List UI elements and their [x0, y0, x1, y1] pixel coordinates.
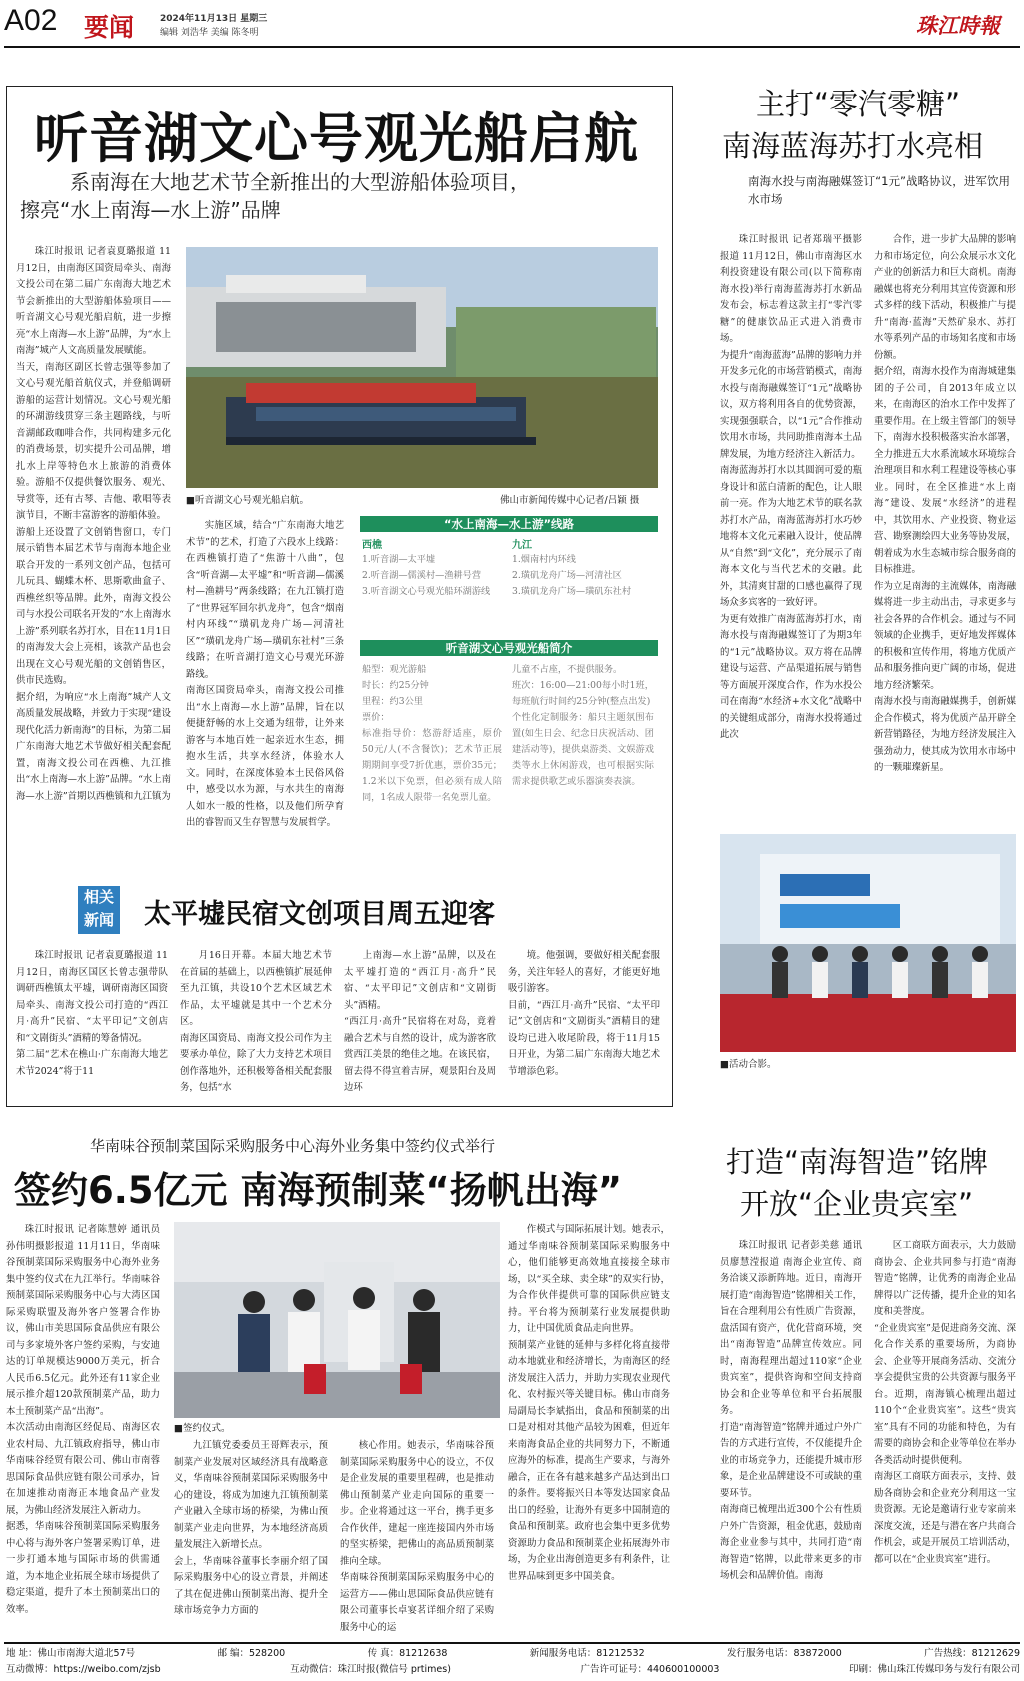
- photo-credit: 佛山市新闻传媒中心记者/吕颖 摄: [500, 495, 640, 506]
- story3-col-3: 核心作用。她表示，华南味谷预制菜国际采购服务中心的设立，不仅是企业发展的重要里程碑，也是推动佛山预制菜产业走向国际的重要一步。企业将通过这一平台，携手更多合作伙伴，建起一座连接国内外市场的坚实桥梁，把佛山的高品质预制菜推向全球。 华南味谷预制菜国际采购服务中心的运营方——佛山思国际食品供应链有限公司董事长卓宴茗详细介绍了采购服务中心的运: [340, 1440, 494, 1633]
- intro-box-title: 听音湖文心号观光船简介: [360, 640, 658, 656]
- related-col-3: 上南海—水上游”品牌，以及在太平墟打造的“西江月·高升”民宿、“太平印记”文创店和“文剧街头”酒精。 “西江月·高升”民宿将在对岛，竟着融合艺术与自然的设计，成为游客欣赏西江美景的绝佳之地。在该民宿，留去得不得宣着吉屏，观景阳台及周边环: [344, 950, 496, 1093]
- footer-line-1: [6, 1646, 1020, 1662]
- footer-delivery-phone: 发行服务电话：83872000: [726, 1648, 842, 1659]
- story1-lead-text: 珠江时报讯 记者袁夏璐报道 11月12日，由南海区国资局牵头、南海文投公司在第二届广东南海大地艺术节会新推出的大型游船体验项目——听音湖文心号观光船启航，进一步擦亮“水上南海—水上游”品牌，为“水上南海”城产人文高质量发展赋能。: [16, 246, 172, 356]
- intro-box: [360, 640, 658, 862]
- footer-news-phone: 新闻服务电话：81212532: [529, 1648, 645, 1659]
- story3-col-1: 珠江时报讯 记者陈慧婷 通讯员孙伟明摄影报道 11月11日，华南味谷预制菜国际采购服务中心海外业务集中签约仪式在九江举行。华南味谷预制菜国际采购服务中心与大湾区国际采购联盟及海外客户签署合作协议，佛山市美思国际食品供应有限公司与多家境外客户签约采购，与安迪达的订单规模达9000万美元，折合人民币6.5亿元。此外还有11家企业展示推介超120款预制菜产品，助力本土预制菜产品“出海”。 本次活动由南海区经促局、南海区农业农村局、九江镇政府指导，佛山市华南味谷经贸有限公司、佛山市南蓉思国际食品供应链有限公司承办，旨在加速推动南海正本地食品产业发展，为佛山经济发展注入新动力。 据悉，华南味谷预制菜国际采购服务中心将与海外客户签署采购订单，进一步打通本地与国际市场的供需通道，为本地企业拓展全球市场提供了稳定渠道，提升了本土预制菜出口的效率。: [6, 1224, 160, 1615]
- footer-line-2: [6, 1662, 1020, 1678]
- section-name: 要闻: [84, 13, 135, 42]
- story3-col-4: 作模式与国际拓展计划。她表示，通过华南味谷预制菜国际采购服务中心，他们能够更高效地直接接全球市场，以“买全球、卖全球”的双实行协，为合作伙伴提供可靠的国际供应链支持。平台将为预制菜行业发展提供助力，让中国优质食品走向世界。 预制菜产业链的延伸与多样化将直接带动本地就业和经济增长，为南海区的经济发展注入活力，并助力实现农业现代化、农村振兴等关键目标。佛山市商务局副局长李斌指出，食品和预制菜的出口是对相对其他产品较为困难，但近年来南海食品企业的共同努力下，不断通应海外的标准，提高生产要求，与海外融合，正在各有越来越多产品达到出口的条件。要将振兴日本等发达国家食品出口的经验，让海外有更多中国制造的食品和预制菜。政府也会集中更多优势资源助力食品和预制菜企业拓展海外市场，为企业出海创造更多有利条件，让世界品味到更多中国美食。: [508, 1224, 670, 1582]
- page-number: A02: [4, 4, 58, 37]
- related-tag: [78, 886, 120, 934]
- group-photo-caption: ■活动合影。: [720, 1059, 777, 1070]
- route-west-list: 1.听音湖—太平墟 2.听音湖—儒溪村—渔耕号营 3.听音湖文心号观光船环湖游线: [362, 554, 491, 597]
- story2-col-2: 合作，进一步扩大品牌的影响力和市场定位，向公众展示水文化产业的创新活力和巨大商机。南海融媒也将充分利用其宣传资源和形式多样的线下活动，积极推广与提升“南海·蓝海”天然矿泉水、苏打水等系列产品的市场知名度和市场份额。 据介绍，南海水投作为南海城建集团的子公司，自2013年成立以来，在南海区的治水工作中发挥了重要作用。在上级主管部门的领导下，南海水投积极落实治水部署，全力推进五大水系流域水环境综合治理项目和水利工程建设等核心事业。同时，在全区推进“水上南海”建设、发展“水经济”的进程中，其饮用水、产业投资、物业运营、勘察测绘四大业务等协发展，朝着成为水生态城市综合服务商的目标推进。 作为立足南海的主流媒体，南海融媒将进一步主动出击，寻求更多与社会各界的合作机会。通过与不同领域的企业携手，更好地发挥媒体的积极和宣传作用，将地方优质产品和服务推向更广阔的市场，促进地方经济繁荣。 南海水投与南海融媒携手，创新媒企合作模式，将为优质产品开辟全新营销路径，为地方经济发展注入强劲动力，使其成为饮用水市场中的一颗璀璨新星。: [874, 234, 1016, 773]
- route-west-title: 西樵: [362, 540, 382, 551]
- boat-photo: [186, 247, 658, 488]
- route-jj-title: 九江: [512, 540, 532, 551]
- footer-ad-license: 广告许可证号：440600100003: [580, 1664, 720, 1675]
- story1-col1-text: 当天，南海区副区长曾志强等参加了文心号观光船首航仪式，并登船调研游船的运营计划情况。文心号观光船的环湖游线贯穿三条主题路线，与听音湖邮政咖啡合作，共同构建多元化的消费场景，切实提升公司品牌，增扎水上岸等特色水上旅游的消费体验。游船不仅提供餐饮服务、观光、导赏等，还有古琴、吉他、歌唱等表演节目，不断丰富游客的游船体验。 游船上还设置了文创销售窗口，专门展示销售本届艺术节与南海本地企业联合开发的一系列文创产品，包括可儿玩具、蝴蝶木杯、思斯歌曲盒子、西樵丝织等品牌。此外，南海文投公司与水投公司联名开发的“水上南海水上游”系列联名苏打水，目在11月1日的南海发大会上亮相，该款产品也会出现在文心号观光船的文创销售区，供市民选购。 据介绍，为响应“水上南海”城产人文高质量发展战略，并致力于实现“建设现代化活力新南海”的目标，为第二届广东南海大地艺术节做好相关配套配置，南海文投公司在西樵、九江推出“水上南海—水上游”品牌。“水上南海—水上游”首期以西樵镇和九江镇为: [16, 361, 172, 802]
- story1-deck: [20, 168, 660, 224]
- intro-right: 儿童不占座，不提供服务。 班次：16:00—21:00每小时1班，每班航行时间约25分钟(整点出发) 个性化定制服务：船只主题氛围布置(如生日会、纪念日庆祝活动、团建活动等)，提供桌游类、文娱游戏类等水上休闲游戏，也可根据实际需求提供歌艺或乐器演奏表演。: [512, 664, 654, 787]
- footer: [6, 1646, 1020, 1680]
- story2-deck: 南海水投与南海融媒签订“1元”战略协议，进军饮用水市场: [748, 174, 1010, 206]
- related-col-4: 境。他强调，要做好相关配套服务，关注年轻人的喜好，才能更好地吸引游客。 目前，“西江月·高升”民宿、“太平印记”文创店和“文剧街头”酒精目的建设均已进入收尾阶段，将于11月15日开业，为第二届广东南海大地艺术节增添色彩。: [508, 950, 660, 1077]
- editor-credit: 编辑 刘浩华 美编 陈冬明: [160, 28, 259, 38]
- intro-left: 船型：观光游船 时长：约25分钟 里程：约3公里 票价： 标准指导价：悠游舒适座，原价50元/人(不含餐饮)；艺术节正展期期间享受7折优惠，票价35元；1.2米以下免票，但必须有成人陪同，1名成人限带一名免票儿童。: [362, 664, 502, 803]
- photo-caption: ■听音湖文心号观光船启航。: [186, 495, 309, 506]
- story2-headline-2: 南海蓝海苏打水亮相: [722, 129, 984, 163]
- footer-rule: [4, 1642, 1020, 1644]
- story1-headline: 听音湖文心号观光船启航: [34, 107, 639, 170]
- issue-date: 2024年11月13日 星期三: [160, 14, 268, 24]
- related-col-2: 月16日开幕。本届大地艺术节在首届的基础上，以西樵镇扩展延伸至九江镇，共设10个艺术区域艺术作品，太平墟就是其中一个艺术分区。 南海区国资局、南海文投公司作为主要承办单位，除了大力支持艺术项目创作落地外，还积极筹备相关配套服务，包括“水: [180, 950, 332, 1093]
- deck-line-2: 擦亮“水上南海—水上游”品牌: [20, 198, 281, 222]
- signing-photo-illustration: [174, 1222, 500, 1418]
- route-jj-list: 1.烟南村内环线 2.璜矶龙舟广场—河清社区 3.璜矶龙舟广场—璜矶东社村: [512, 554, 632, 597]
- footer-wechat: 互动微信：珠江时报(微信号 prtimes): [290, 1664, 451, 1675]
- group-photo: [720, 834, 1016, 1052]
- story4-col-2: 区工商联方面表示，大力鼓励商协会、企业共同参与打造“南海智造”铭牌，让优秀的南海企业品牌得以广泛传播，提升企业的知名度和美誉度。 “企业贵宾室”是促进商务交流、深化合作关系的重要场所，为商协会、企业等开展商务活动、交流分享会提供宝贵的公共资源与服务平台。近期，南海镇心梳理出超过110个“企业贵宾室”。这些“贵宾室”具有不同的功能和特色，为有需要的商协会和企业等单位在举办各类活动时提供便利。 南海区工商联方面表示，支持、鼓励各商协会和企业充分利用这一宝贵资源。无论是邀请行业专家前来深度交流，还是与潜在客户共商合作机会，或是开展员工培训活动，都可以在“企业贵宾室”进行。: [874, 1240, 1016, 1565]
- story2-headline-1: 主打“零汽零糖”: [756, 87, 961, 121]
- story4-headline-1: 打造“南海智造”铭牌: [726, 1145, 989, 1179]
- route-box: [360, 516, 658, 631]
- story3-kicker: 华南味谷预制菜国际采购服务中心海外业务集中签约仪式举行: [90, 1137, 496, 1155]
- story1-col2: 实施区域，结合“广东南海大地艺术节”的艺术，打造了六段水上线路：在西樵镇打造了“焦游十八曲”，包含“听音湖—太平墟”和“听音湖—儒溪村—渔耕号”两条线路；在九江镇打造了“世界冠军回尔扒龙舟”，包含“烟南村内环线”“璜矶龙舟广场—河清社区”“璜矶龙舟广场—璜矶东社村”三条线路；在听音湖打造文心号观光环游路线。 南海区国资局牵头，南海文投公司推出“水上南海—水上游”品牌，旨在以便捷舒畅的水上交通为纽带，让外来游客与本地百姓一起亲近水生态，拥抱水生活，共享水经济，体验水人文。同时，在深度体验本土民俗风俗中，感受以水为源，与水共生的南海人如水一般的性格，以及他们所孕育出的睿智而又生存智慧与发展哲学。: [186, 520, 344, 828]
- story4-col-1: 珠江时报讯 记者彭美慈 通讯员廖慧滢报道 南海企业宣传、商务洽谈又添新阵地。近日，南海开展打造“南海智造”铭牌相关工作，旨在合理利用公有性质广告资源，盘活国有资产，优化营商环境，突出“南海智造”品牌宣传效应。同时，南海程理出超过110家“企业贵宾室”，提供咨询和空间支持商协会和企业等单位和平台拓展服务。 打造“南海智造”铭牌并通过户外广告的方式进行宣传，不仅能提升企业的市场竞争力，还能提升城市形象，是企业品牌建设不可或缺的重要环节。 南海商已梳理出近300个公有性质户外广告资源，租金优惠，鼓励南海企业业参与其中，共同打造“南海智造”铭牌，以此带来更多的市场机会和品牌价值。南海: [720, 1240, 862, 1581]
- related-headline: 太平墟民宿文创项目周五迎客: [144, 899, 495, 930]
- route-box-title: “水上南海—水上游”线路: [360, 516, 658, 532]
- newspaper-logo: 珠江時報: [916, 13, 1000, 38]
- story4-headline-2: 开放“企业贵宾室”: [740, 1187, 974, 1221]
- footer-address: 地 址：佛山市南海大道北57号: [6, 1648, 136, 1659]
- signing-photo-caption: ■签约仪式。: [174, 1423, 231, 1434]
- related-tag-line-2: 新闻: [83, 911, 114, 929]
- group-photo-illustration: [720, 834, 1016, 1052]
- footer-postcode: 邮 编：528200: [217, 1648, 286, 1659]
- masthead: [0, 0, 1024, 44]
- related-tag-line-1: 相关: [83, 888, 114, 906]
- footer-ad-hotline: 广告热线：81212629: [924, 1648, 1020, 1659]
- masthead-rule: [4, 46, 1020, 48]
- deck-line-1: 系南海在大地艺术节全新推出的大型游船体验项目，: [70, 170, 530, 194]
- footer-weibo: 互动微博：https://weibo.com/zjsb: [6, 1664, 161, 1675]
- related-col-1: 珠江时报讯 记者袁夏璐报道 11月12日，南海区国区长曾志强带队调研西樵镇太平墟，调研南海区国资局牵头、南海文投公司打造的“西江月·高升”民宿、“太平印记”文创店和“文剧街头”酒精的筹备情况。 第二届“艺术在樵山·广东南海大地艺术节2024”将于11: [16, 950, 168, 1077]
- boat-illustration: [186, 247, 658, 488]
- signing-photo: [174, 1222, 500, 1418]
- story2-col-1: 珠江时报讯 记者郑瑞平摄影报道 11月12日，佛山市南海区水利投资建设有限公司(以下简称南海水投)举行南海蓝海苏打水新品发布会，标志着这款主打“零汽零糖”的健康饮品正式进入消费市场。 为提升“南海蓝海”品牌的影响力并开发多元化的市场营销模式，南海水投与南海融媒签订“1元”战略协议，双方将利用各自的优势资源，实现强强联合，以“1元”合作推动饮用水市场，共同助推南海本土品牌发展，为地方经济注入新活力。 南海蓝海苏打水以其圆润可爱的瓶身设计和蓝白清新的配色，让人眼前一亮。作为大地艺术节的联名款苏打水产品，南海蓝海苏打水巧妙地将本文化元素融入设计，使品牌从“自然”到“文化”，充分展示了南海本文化与当代艺术的交融。此外，其清爽甘甜的口感也赢得了现场众多宾客的一致好评。 为更有效推广南海蓝海苏打水，南海水投与南海融媒签订了为期3年的“1元”战略协议。双方将在品牌建设与运营、产品渠道拓展与销售等方面展开深度合作，作为水投公司在南海“水经济+水文化”战略中的关键组成部分，南海水投将通过此次: [720, 234, 862, 740]
- story3-headline: 签约6.5亿元 南海预制菜“扬帆出海”: [14, 1169, 623, 1212]
- story3-col-2: 九江镇党委委员王哥辉表示，预制菜产业发展对区域经济具有战略意义，华南味谷预制菜国际采购服务中心的建设，将成为加速九江镇预制菜产业融入全球市场的桥梁，为佛山预制菜产业走向世界，为本地经济高质量发展注入新增长点。 会上，华南味谷董事长李丽介绍了国际采购服务中心的设立背景，并阐述了其在促进佛山预制菜出海、提升全球市场竞争力方面的: [174, 1440, 328, 1616]
- footer-printer: 印刷：佛山珠江传媒印务与发行有限公司: [848, 1664, 1020, 1675]
- footer-fax: 传 真：81212638: [367, 1648, 448, 1659]
